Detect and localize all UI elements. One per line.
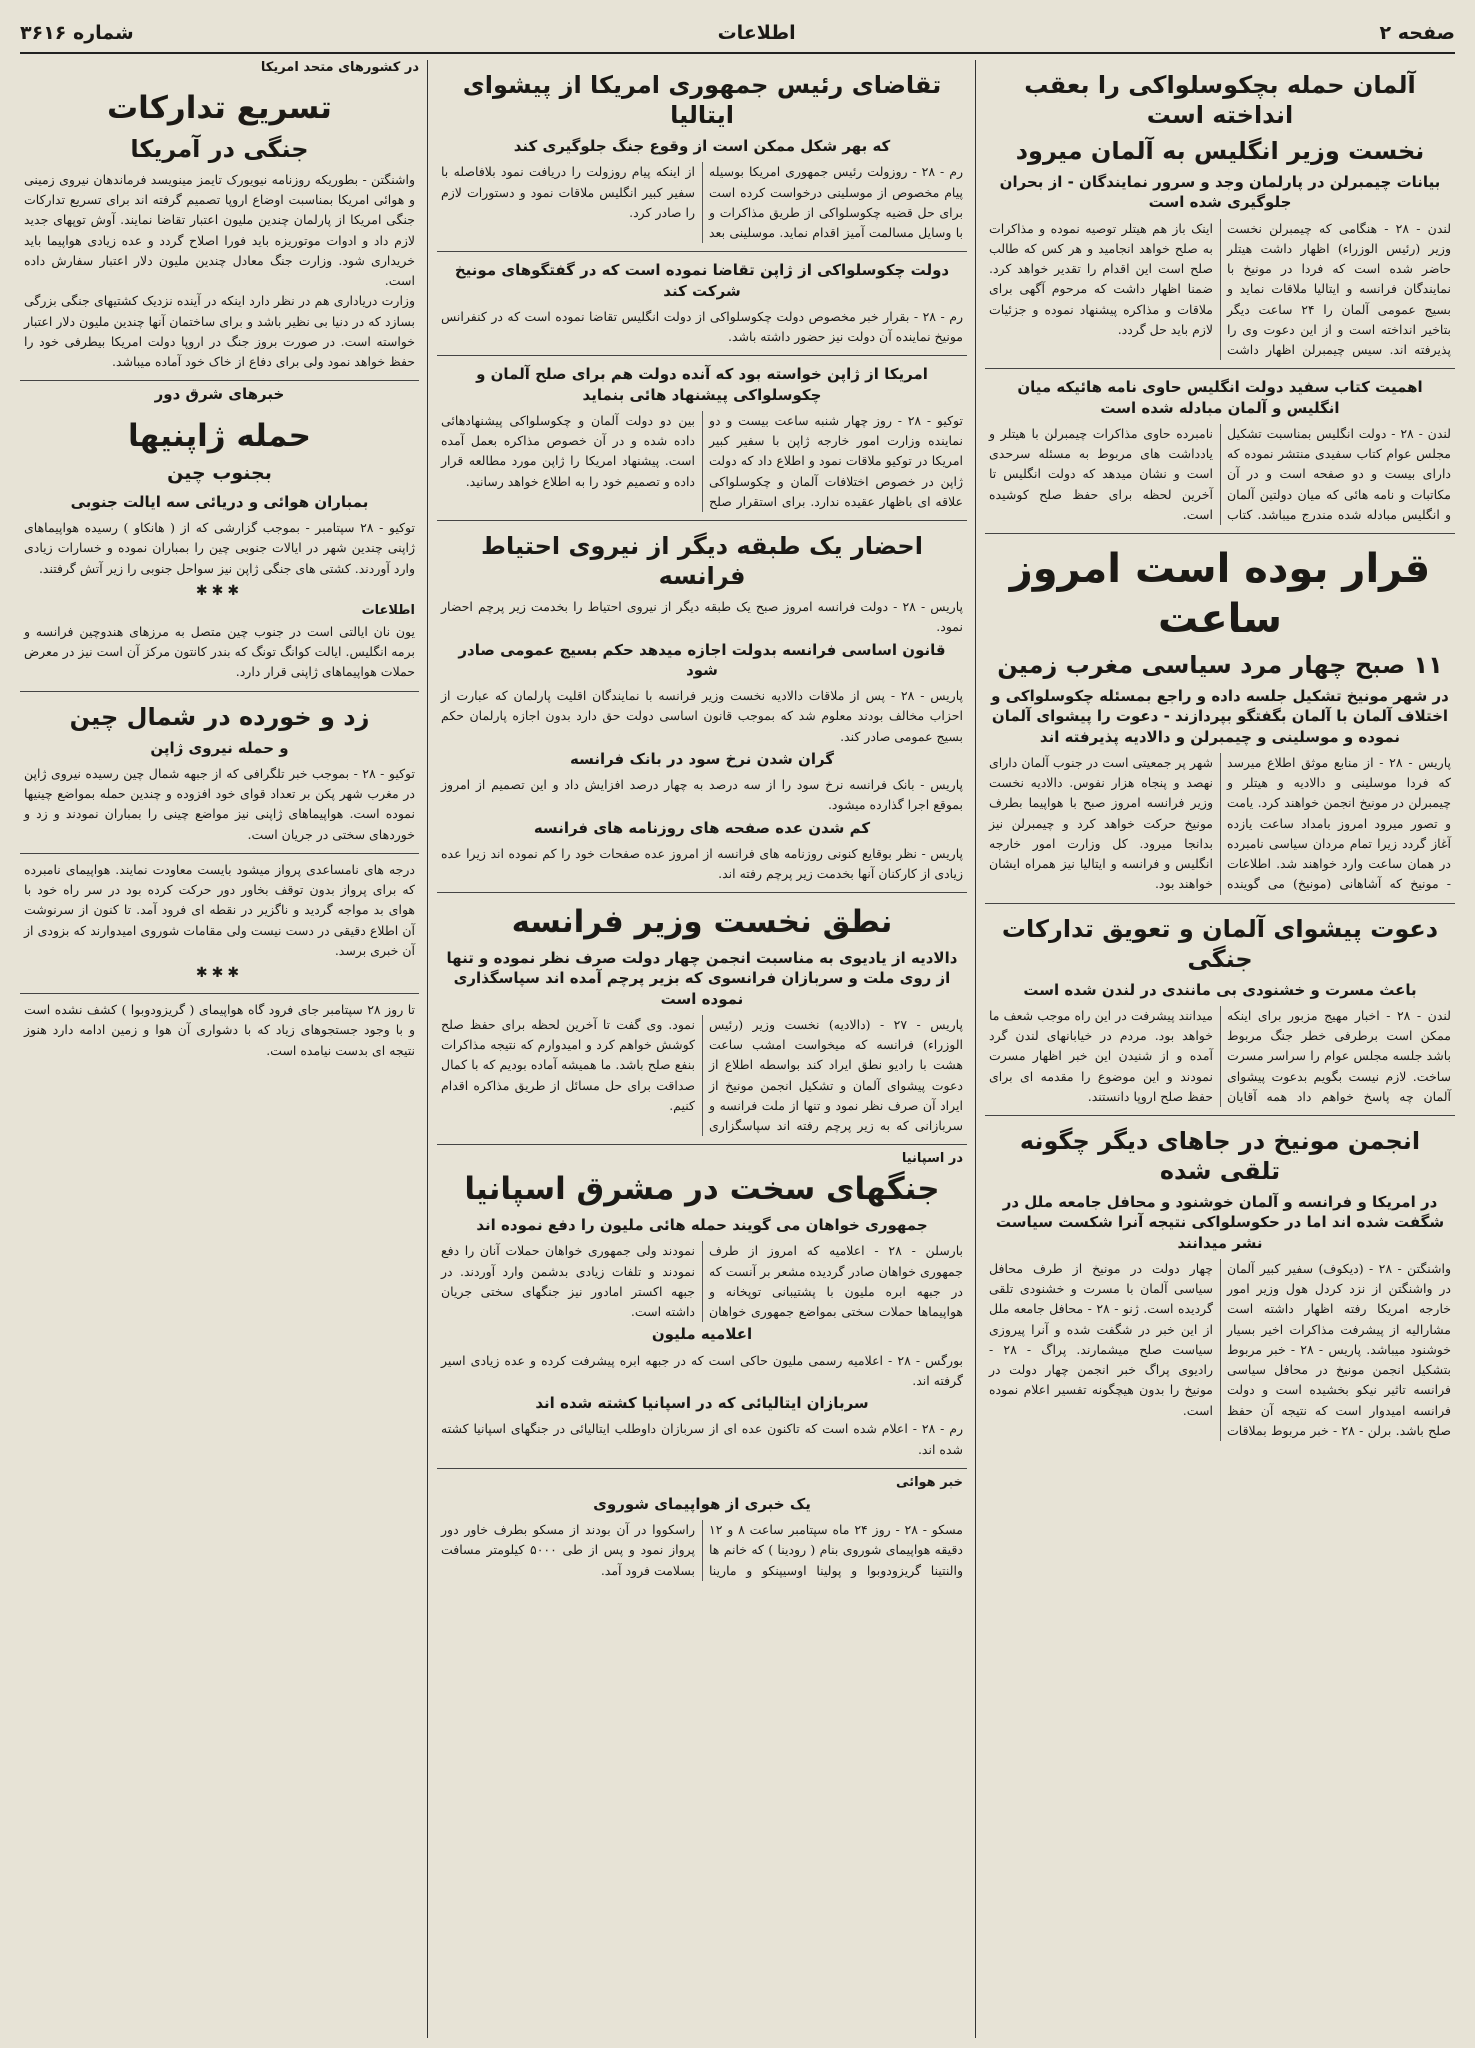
article-body: رم - ۲۸ - بقرار خبر مخصوص دولت چکوسلواکی از دولت انگلیس تقاضا نموده است که در کنفرانس مونیخ نماینده آن دولت نیز حضور داشته باشد. xyxy=(441,308,963,344)
article-plane-search xyxy=(20,994,419,1069)
headline: امریکا از ژاپن خواسته بود که آنده دولت هم برای صلح آلمان و چکوسلواکی پیشنهاد هائی بنماید xyxy=(476,365,928,404)
article-roosevelt xyxy=(437,60,967,252)
columns xyxy=(20,60,1455,2038)
column-left xyxy=(20,60,419,2038)
subheadline: بمباران هوائی و دریائی سه ایالت جنوبی xyxy=(70,492,369,511)
article-body: پاریس - نظر بوقایع کنونی روزنامه های فرانسه از امروز عده صفحات خود را کم نموده اند زیرا عده زیادی از کارکنان آنها بخدمت زیر پرچم رفته اند. xyxy=(441,845,963,881)
article-body: درجه های نامساعدی پرواز میشود بایست معاودت نمایند. هواپیمای نامبرده که برای پرواز بدون توقف بخاور دور حرکت کرده بود در سر راه خود با هوای بد مواجه گردید و ناگزیر در نقطه ای فرود آمد. تا کنون از سرنوشت آن اطلاع دقیقی در دست نیست ولی مقامات شوروی امیدوارند که بزودی از آن خبری برسد. xyxy=(24,861,415,958)
article-reactions xyxy=(985,1116,1455,1449)
star-divider: ✱✱✱ xyxy=(195,582,244,599)
subheadline: و حمله نیروی ژاپن xyxy=(150,738,289,757)
headline: زد و خورده در شمال چین xyxy=(69,702,370,731)
section-label: اطلاعات xyxy=(361,602,415,618)
article-body: توکیو - ۲۸ - بموجب خبر تلگرافی که از جبهه شمال چین رسیده نیروی ژاپن در مغرب شهر پکن بر تعداد قوای خود افزوده و چندین حمله بمواضع چینیها نموده است. هواپیماهای ژاپنی نیز مواضع چینی را بمباران نمودند و زد و خوردهای سختی در جریان است. xyxy=(24,765,415,842)
section-label: در کشورهای متحد امریکا xyxy=(260,60,419,75)
article-plane-continued xyxy=(20,854,419,994)
article-soviet-plane xyxy=(437,1469,967,1589)
article-body: لندن - ۲۸ - دولت انگلیس بمناسبت تشکیل مجلس عوام کتاب سفیدی منتشر نموده که دارای بیست و دو صفحه است و در آن مکاتبات و نامه هائی که میان دولتین آلمان و انگلیس مبادله شده مندرج میباشد. کتاب نامبرده حاوی مذاکرات چیمبرلن با هیتلر و یادداشت های مربوط به مسئله سرحدی است و نشان میدهد که دولت انگلیس تا آخرین لحظه برای حفظ صلح کوشیده است. xyxy=(989,425,1451,522)
subheadline: بیانات چیمبرلن در پارلمان وجد و سرور نمایندگان - از بحران جلوگیری شده است xyxy=(999,173,1441,212)
headline: بجنوب چین xyxy=(167,462,272,484)
article-japan-south-china xyxy=(20,407,419,691)
headline: جنگی در آمریکا xyxy=(130,134,309,163)
paper-name: اطلاعات xyxy=(717,22,796,44)
section-label: در اسپانیا xyxy=(901,1151,963,1167)
article-body: تا روز ۲۸ سپتامبر جای فرود گاه هواپیمای ( گریزودوبوا ) کشف نشده است و با وجود جستجوهای زیاد که با دشواری آن هوا و زمین ادامه دارد هنوز نتیجه ای بدست نیامده است. xyxy=(24,1002,415,1058)
article-munich-meeting xyxy=(985,534,1455,904)
article-body: رم - ۲۸ - اعلام شده است که تاکنون عده ای از سربازان داوطلب ایتالیائی در جنگهای اسپانیا کشته شده اند. xyxy=(441,1421,963,1457)
headline: یک خبری از هواپیمای شوروی xyxy=(593,1494,811,1513)
article-body: توکیو - ۲۸ - روز چهار شنبه ساعت بیست و دو نماینده وزارت امور خارجه ژاپن با سفیر کبیر امریکا در توکیو ملاقات نمود و اطلاع داد که دولت ژاپن در خصوص اختلافات آلمان و چکوسلواکی علاقه ای باظهار عقیده ندارد. برای استقرار صلح بین دو دولت آلمان و چکوسلواکی پیشنهادهائی داده شده و در آن خصوص مذاکره بعمل آمده است. پیشنهاد امریکا را ژاپن مورد مطالعه قرار داده و تصمیم خود را به اطلاع خواهد رسانید. xyxy=(441,412,963,509)
column-divider xyxy=(427,60,428,2038)
article-body: پاریس - ۲۸ - دولت فرانسه امروز صبح یک طبقه دیگر از نیروی احتیاط را بخدمت زیر پرچم احضار نمود. xyxy=(441,599,963,635)
subheadline: سربازان ایتالیائی که در اسپانیا کشته شده اند xyxy=(535,1394,869,1412)
subheadline: جمهوری خواهان می گویند حمله هائی ملیون را دفع نموده اند xyxy=(476,1216,928,1234)
article-body: وزارت دریاداری هم در نظر دارد اینکه در آینده نزدیک کشتیهای جنگی بزرگی بسازد که در دنیا بی نظیر باشد و برای ساختمان آنها چندین ملیون دلار اعتبار خواسته است. در صورت بروز جنگ در اروپا دولت امریکا بیطرفی خود را حفظ خواهد نمود ولی برای دفاع از خاک خود آماده میباشد. xyxy=(24,293,415,369)
subheadline: در امریکا و فرانسه و آلمان خوشنود و محافل جامعه ملل در شگفت شده اند اما در حکوسلواکی نتیجه آنرا شکست سیاست نشر میدانند xyxy=(995,1193,1445,1252)
masthead xyxy=(20,14,1455,54)
article-body: بارسلن - ۲۸ - اعلامیه که امروز از طرف جمهوری خواهان صادر گردیده مشعر بر آنست که در جبهه ابره ملیون با پشتیبانی توپخانه و هواپیماها حملات سختی بمواضع جمهوری خواهان نمودند ولی جمهوری خواهان حملات آنان را دفع نمودند و تلفات زیادی بدشمن وارد آوردند. در جبهه اکستر امادور نیز جنگهای سختی جریان داشته است. xyxy=(441,1243,964,1319)
headline: نخست وزیر انگلیس به آلمان میرود xyxy=(1015,137,1425,165)
headline: تسریع تدارکات xyxy=(107,90,332,126)
article-body: رم - ۲۸ - روزولت رئیس جمهوری امریکا بوسیله پیام مخصوص از موسلینی درخواست کرده است برای حل قضیه چکوسلواکی از طریق مذاکرات و با وسایل مسالمت آمیز اقدام نماید. موسلینی بعد از اینکه پیام روزولت را دریافت نمود بلافاصله با سفیر کبیر انگلیس ملاقات نمود و دستورات لازم را صادر کرد. xyxy=(441,164,963,240)
article-body: توکیو - ۲۸ سپتامبر - بموجب گزارشی که از ( هانکاو ) رسیده هواپیماهای ژاپنی چندین شهر در ایالات جنوبی چین را بمباران نموده و خسارات زیادی وارد آوردند. کشتی های جنگی ژاپن نیز سواحل جنوبی را زیر آتش گرفتند. xyxy=(24,520,415,576)
article-germany-czech xyxy=(985,60,1455,369)
article-invitation xyxy=(985,904,1455,1117)
subheadline: قانون اساسی فرانسه بدولت اجازه میدهد حکم بسیج عمومی صادر شود xyxy=(458,640,946,679)
headline: اهمیت کتاب سفید دولت انگلیس حاوی نامه هائیکه میان انگلیس و آلمان مبادله شده است xyxy=(1017,378,1423,417)
article-body: واشنگتن - بطوریکه روزنامه نیویورک تایمز مینویسد فرماندهان نیروی زمینی و هوائی امریکا بمناسبت اوضاع اروپا تصمیم گرفته اند برای تسریع تدارکات جنگی امریکا از پارلمان چندین ملیون اعتبار تقاضا نمایند. آوش توپهای جدید لازم داد و ادوات موتوریزه باید فورا اصلاح گردد و عده زیادی هواپیما باید خریداری شود. وزارت جنگ معادل چندین ملیون دلار اعتبار سفارش داده است. xyxy=(24,171,415,288)
article-body: مسکو - ۲۸ - روز ۲۴ ماه سپتامبر ساعت ۸ و ۱۲ دقیقه هواپیمای شوروی بنام ( رودینا ) که خانم ها والنتینا گریزودوبوا و پولینا اوسیپنکو و مارینا راسکووا در آن بودند از مسکو بطرف خاور دور پرواز نمود و پس از طی ۵۰۰۰ کیلومتر مسافت بسلامت فرود آمد. xyxy=(441,1522,963,1578)
section-label: خبرهای شرق دور xyxy=(154,385,285,404)
headline: دولت چکوسلواکی از ژاپن تقاضا نموده است که در گفتگوهای مونیخ شرکت کند xyxy=(454,261,950,300)
headline: دعوت پیشوای آلمان و تعویق تدارکات جنگی xyxy=(1001,914,1439,973)
column-right xyxy=(985,60,1455,2038)
article-body: بورگس - ۲۸ - اعلامیه رسمی ملیون حاکی است که در جبهه ابره پیشرفت کرده و عده زیادی اسیر گرفته اند. xyxy=(441,1352,964,1388)
article-us-preparations xyxy=(20,79,419,381)
issue-number: شماره ۳۶۱۶ xyxy=(20,22,134,44)
article-body: پاریس - ۲۷ - (دالادیه) نخست وزیر (رئیس الوزراء) فرانسه که میخواست امشب ساعت هشت با رادیو نطق ایراد کند بواسطه اطلاع از دعوت پیشوای آلمان و تشکیل انجمن مونیخ از ایراد آن صرف نظر نمود و تنها از ملت فرانسه و سربازانی که به زیر پرچم رفته اند سپاسگزاری نمود. وی گفت تا آخرین لحظه برای حفظ صلح کوشش خواهم کرد و امیدوارم که نتیجه مذاکرات بنفع صلح باشد. ما همیشه آماده بودیم که با کمال صداقت برای حل مسائل از طریق مذاکره اقدام کنیم. xyxy=(441,1016,963,1133)
headline: انجمن مونیخ در جاهای دیگر چگونه تلقی شده xyxy=(1019,1127,1421,1185)
subheadline: که بهر شکل ممکن است از وقوع جنگ جلوگیری کند xyxy=(513,137,891,155)
headline: ۱۱ صبح چهار مرد سیاسی مغرب زمین xyxy=(997,651,1443,679)
article-french-reserves xyxy=(437,521,967,893)
subheadline: اعلامیه ملیون xyxy=(651,1325,753,1344)
article-daladier-speech xyxy=(437,893,967,1145)
subheadline: دالادیه از یادیوی به مناسبت انجمن چهار دولت صرف نظر نموده و تنها از روی ملت و سربازان فرانسوی که بزیر پرچم آمده اند سپاسگذاری نموده است xyxy=(446,949,958,1008)
headline: آلمان حمله بچکوسلواکی را بعقب انداخته است xyxy=(1024,71,1416,129)
headline: جنگهای سخت در مشرق اسپانیا xyxy=(464,1171,940,1208)
section-label: خبر هوائی xyxy=(896,1474,963,1490)
headline: حمله ژاپنیها xyxy=(128,418,311,455)
article-body: پاریس - بانک فرانسه نرخ سود را از سه درصد به چهار درصد افزایش داد و این تصمیم از امروز بموقع اجرا گذارده میشود. xyxy=(441,777,963,813)
article-body: لندن - ۲۸ - اخبار مهیج مزبور برای اینکه ممکن است برطرفی خطر جنگ مربوط باشد جلسه مجلس عوام را سراسر مسرت ساخت. لازم نیست بگویم بدعوت پیشوای آلمان چه پاسخ خواهم داد همه آقایان میدانند پیشرفت در این راه موجب شعف ما خواهد بود. مردم در خیابانهای لندن گرد آمده و از شنیدن این خبر اظهار مسرت نمودند و این موضوع را مقدمه ای برای حفظ صلح اروپا دانستند. xyxy=(989,1007,1451,1104)
article-white-book xyxy=(985,369,1455,534)
headline: قرار بوده است امروز ساعت xyxy=(1009,546,1431,642)
article-czech-japan xyxy=(437,252,967,356)
article-body: واشنگتن - ۲۸ - (دیکوف) سفیر کبیر آلمان در واشنگتن از نزد کردل هول وزیر امور خارجه امریکا رفته اظهار داشته است مشارالیه از پیشرفت مذاکرات اخیر بسیار خوشنود میباشد. پاریس - ۲۸ - خبر مربوط بتشکیل انجمن مونیخ در محافل سیاسی فرانسه تاثیر نیکو بخشیده است و دولت فرانسه امیدوار است که نتیجه آن حفظ صلح باشد. برلن - ۲۸ - خبر مربوط بملاقات چهار دولت در مونیخ از طرف محافل سیاسی آلمان با مسرت و خشنودی تلقی گردیده است. ژنو - ۲۸ - محافل جامعه ملل از این خبر در شگفت شده و آنرا پیروزی سیاست صلح میشمارند. پراگ - ۲۸ - رادیوی پراگ خبر انجمن چهار دولت در مونیخ را بدون هیچگونه تفسیر اعلام نموده است. xyxy=(989,1260,1451,1438)
subheadline: در شهر مونیخ تشکیل جلسه داده و راجع بمسئله چکوسلواکی و اختلاف آلمان با آلمان بگفتگو بپردازند - دعوت را پیشوای آلمان نموده و موسلینی و چیمبرلن و دالادیه پذیرفته اند xyxy=(991,687,1449,746)
article-north-china xyxy=(20,692,419,854)
subheadline: باعث مسرت و خشنودی بی مانندی در لندن شده است xyxy=(1023,980,1417,999)
headline: احضار یک طبقه دیگر از نیروی احتیاط فرانسه xyxy=(481,532,923,590)
article-spain xyxy=(437,1145,967,1469)
star-divider: ✱✱✱ xyxy=(195,965,244,981)
headline: نطق نخست وزیر فرانسه xyxy=(511,904,893,941)
column-middle xyxy=(437,60,967,2038)
column-divider xyxy=(975,60,976,2038)
article-america-japan xyxy=(437,356,967,521)
article-body: لندن - ۲۸ - هنگامی که چیمبرلن نخست وزیر (رئیس الوزراء) اظهار داشت هیتلر حاضر شده است که فردا در مونیخ با نمایندگان فرانسه و ایتالیا ملاقات نماید و بسیج عمومی آلمان را ۲۴ ساعت دیگر بتاخیر انداخته است و از این دعوت وی را پذیرفته اند. سیس چیمبرلن اظهار داشت اینک باز هم هیتلر توصیه نموده و مذاکرات به صلح خواهد انجامید و هر کس که طالب صلح است این اقدام را تقدیر خواهد کرد. ضمنا اظهار داشت که مرحوم آگهی برای ملاقات و مذاکره پیشنهاد نموده و جزئیات لازم باید حل گردد. xyxy=(989,220,1451,357)
article-body: پاریس - ۲۸ - از منابع موثق اطلاع میرسد که فردا موسلینی و دالادیه و هیتلر و چیمبرلن در مونیخ انجمن خواهند کرد. یامت و تصور میرود امروز بامداد ساعت یازده آغاز گردد زیرا تمام مردان سیاسی نامبرده در همان ساعت وارد خواهند شد. اطلاعات - مونیخ که آشاهانی (مونیخ) می گوینده شهر پر جمعیتی است در جنوب آلمان دارای نهصد و پنجاه هزار نفوس. دالادیه نخست وزیر فرانسه امروز صبح با هواپیما بطرف مونیخ حرکت خواهد کرد و چیمبرلن نیز بدانجا میرود. کل وزارت امور خارجه انگلیس و فرانسه و ایتالیا نیز همراه ایشان خواهند بود. xyxy=(989,754,1451,892)
article-body: یون نان ایالتی است در جنوب چین متصل به مرزهای هندوچین فرانسه و برمه انگلیس. ایالت کوانگ تونگ که بندر کانتون مرکز آن است نیز در معرض حملات هواپیماهای ژاپنی قرار دارد. xyxy=(24,623,415,680)
subheadline: کم شدن عده صفحه های روزنامه های فرانسه xyxy=(533,818,871,837)
subheadline: گران شدن نرخ سود در بانک فرانسه xyxy=(569,749,835,768)
page-number: صفحه ۲ xyxy=(1379,22,1455,44)
article-body: پاریس - ۲۸ - پس از ملاقات دالادیه نخست وزیر فرانسه با نمایندگان اقلیت پارلمان که عبارت از احزاب مخالف بودند معلوم شد که بموجب قانون اساسی دولت حق دارد بدون اجازه پارلمان حکم بسیج عمومی صادر کند. xyxy=(441,688,963,744)
headline: تقاضای رئیس جمهوری امریکا از پیشوای ایتالیا xyxy=(462,71,942,129)
